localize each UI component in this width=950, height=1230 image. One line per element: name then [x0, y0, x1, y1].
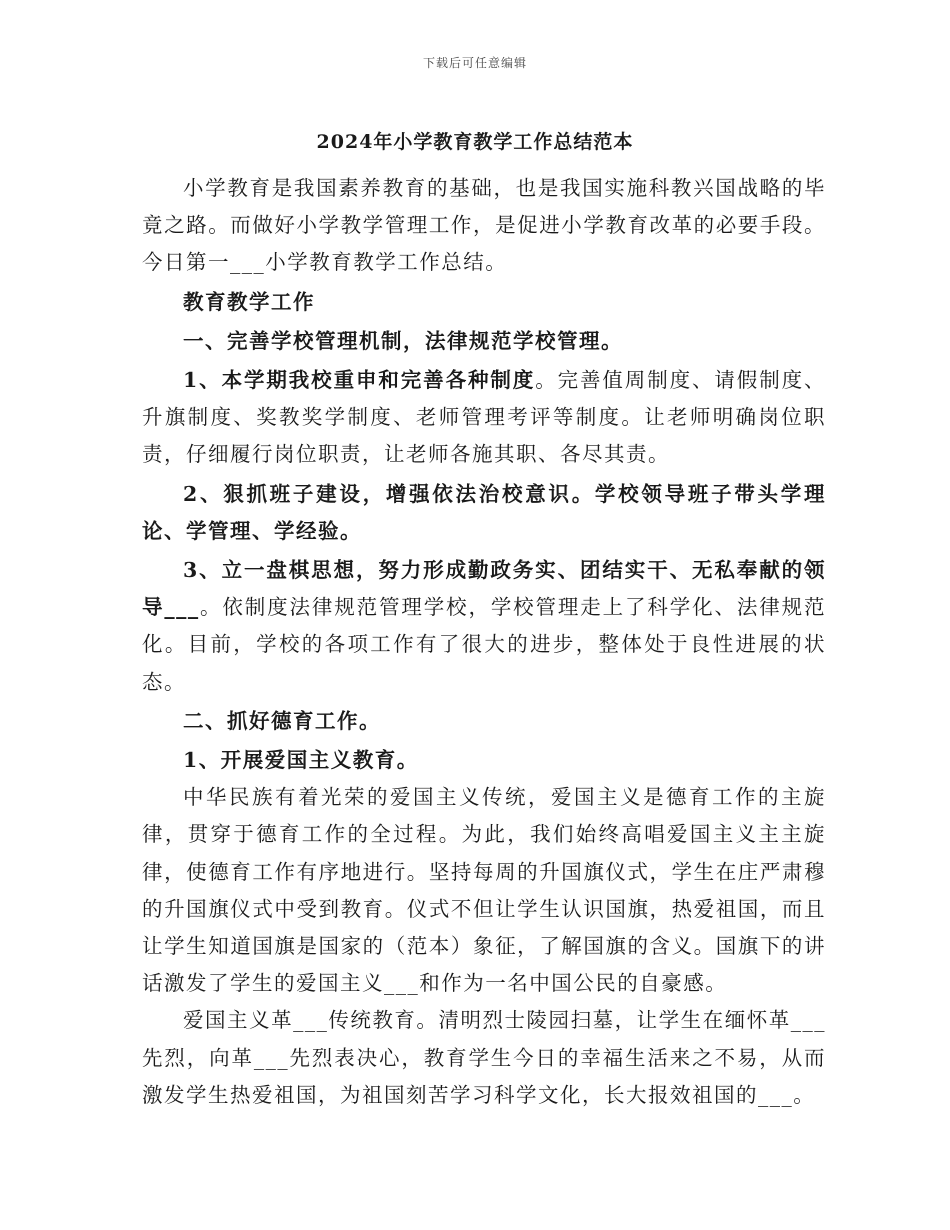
- intro-text: 小学教育是我国素养教育的基础，也是我国实施科教兴国战略的毕竟之路。而做好小学教学管理工作，是促进小学教育改革的必要手段。今日第一___小学教育教学工作总结。: [142, 176, 826, 275]
- subsection-heading-2: [142, 703, 826, 740]
- body-paragraph-2-text: 爱国主义革___传统教育。清明烈士陵园扫墓，让学生在缅怀革___先烈，向革___先烈表决心，教育学生今日的幸福生活来之不易，从而激发学生热爱祖国，为祖国刻苦学习科学文化，长大报效祖国的___。: [142, 1008, 826, 1107]
- intro-paragraph: [142, 170, 826, 282]
- subsection-heading-3-text: 1、开展爱国主义教育。: [183, 748, 419, 773]
- item-paragraph-3: [142, 552, 826, 701]
- body-paragraph-1-text: 中华民族有着光荣的爱国主义传统，爱国主义是德育工作的主旋律，贯穿于德育工作的全过程。为此，我们始终高唱爱国主义主主旋律，使德育工作有序地进行。坚持每周的升国旗仪式，学生在庄严肃穆的升国旗仪式中受到教育。仪式不但让学生认识国旗，热爱祖国，而且让学生知道国旗是国家的（范本）象征，了解国旗的含义。国旗下的讲话激发了学生的爱国主义___和作为一名中国公民的自豪感。: [142, 785, 826, 996]
- item-3-text: 。依制度法律规范管理学校，学校管理走上了科学化、法律规范化。目前，学校的各项工作有了很大的进步，整体处于良性进展的状态。: [142, 595, 827, 694]
- subsection-heading-1-text: 一、完善学校管理机制，法律规范学校管理。: [183, 328, 623, 353]
- item-3-bold-lead: 3、立一盘棋思想，努力形成勤政务实、团结实干、无私奉献的领导___: [142, 558, 826, 620]
- document-body: [142, 170, 826, 1114]
- body-paragraph-1: [142, 779, 826, 1002]
- body-paragraph-2: [142, 1002, 826, 1114]
- item-1-bold-lead: 1、本学期我校重申和完善各种制度: [183, 368, 536, 393]
- subsection-heading-1: [142, 323, 826, 360]
- subsection-heading-3: [142, 742, 826, 779]
- section-heading: [142, 284, 826, 321]
- item-paragraph-2: [142, 476, 826, 550]
- item-1-text: 。完善值周制度、请假制度、升旗制度、奖教奖学制度、老师管理考评等制度。让老师明确岗位职责，仔细履行岗位职责，让老师各施其职、各尽其责。: [142, 368, 827, 467]
- item-2-bold-text: 2、狠抓班子建设，增强依法治校意识。学校领导班子带头学理论、学管理、学经验。: [142, 481, 826, 543]
- document-title: 2024年小学教育教学工作总结范本: [316, 131, 634, 153]
- section-heading-text: 教育教学工作: [183, 289, 315, 314]
- item-paragraph-1: [142, 362, 826, 474]
- page-header: 下载后可任意编辑: [422, 56, 527, 70]
- subsection-heading-2-text: 二、抓好德育工作。: [183, 708, 381, 733]
